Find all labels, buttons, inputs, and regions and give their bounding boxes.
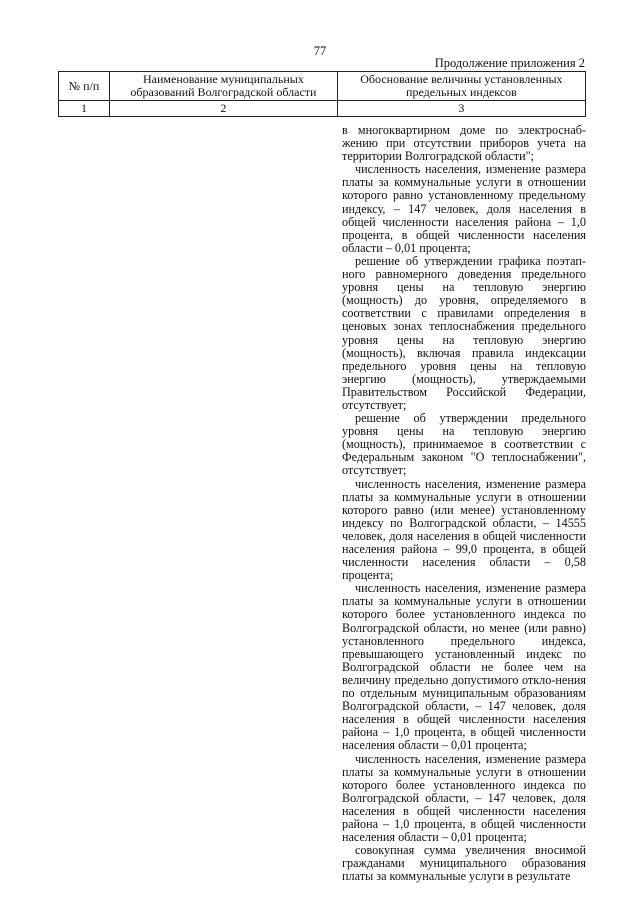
- header-num-2: 2: [109, 101, 337, 117]
- header-num-1: 1: [59, 101, 110, 117]
- header-num-3: 3: [337, 101, 585, 117]
- paragraph: совокупная сумма увеличения вносимой гражданами муниципального образования платы за коммунальные услуги в результате: [342, 843, 586, 884]
- paragraph: численность населения, изменение размера платы за коммунальные услуги в отношении которого более установленного индекса по Волгоградской области, – 147 человек, доля населения в общей численности населения района – 1,0 процента, в общей численности населения области – 0,01 процента;: [342, 751, 586, 845]
- paragraph: численность населения, изменение размера платы за коммунальные услуги в отношении которого равно (или менее) установленному индексу по Волгоградской области, – 14555 человек, доля населения в общей численности населения района – 99,0 процента, в общей численности населения области – 0,58 процента;: [342, 476, 586, 583]
- justification-text: [342, 124, 586, 883]
- paragraph: численность населения, изменение размера платы за коммунальные услуги в отношении которого более установленного индекса по Волгоградской области, но менее (или равно) установленного предельного индекса, превышающего установленный индекс по Волгоградской области не более чем на величину предельно допустимого откло-нения по отдельным муниципальным образованиям Волгоградской области, – 147 человек, доля населения в общей численности населения района – 1,0 процента, в общей численности населения области – 0,01 процента;: [342, 581, 586, 753]
- paragraph: решение об утверждении предельного уровня цены на тепловую энергию (мощность), принимаемое в соответствии с Федеральным законом "О теплоснабжении", отсутствует;: [342, 411, 586, 478]
- paragraph: решение об утверждении графика поэтап-ного равномерного доведения предельного уровня цены на тепловую энергию (мощность) до уровня, определяемого в соответствии с правилами определения в ценовых зонах теплоснабжения предельного уровня цены на тепловую энергию (мощность), включая правила индексации предельного уровня цены на тепловую энергию (мощность), утверждаемыми Правительством Российской Федерации, отсутствует;: [342, 253, 586, 412]
- paragraph: в многоквартирном доме по электроснаб-жению при отсутствии приборов учета на территории Волгоградской области";: [342, 123, 586, 164]
- header-col-justification: Обоснование величины установленных предельных индексов: [337, 72, 585, 101]
- header-col-number: № п/п: [59, 72, 110, 101]
- page-number: 77: [313, 44, 327, 58]
- header-col-name: Наименование муниципальных образований Волгоградской области: [109, 72, 337, 101]
- table-header: [58, 71, 586, 117]
- continuation-label: Продолжение приложения 2: [434, 56, 585, 70]
- paragraph: численность населения, изменение размера платы за коммунальные услуги в отношении которого равно установленному предельному индексу, – 147 человек, доля населения в общей численности населения района – 1,0 процента, в общей численности населения области – 0,01 процента;: [342, 162, 586, 255]
